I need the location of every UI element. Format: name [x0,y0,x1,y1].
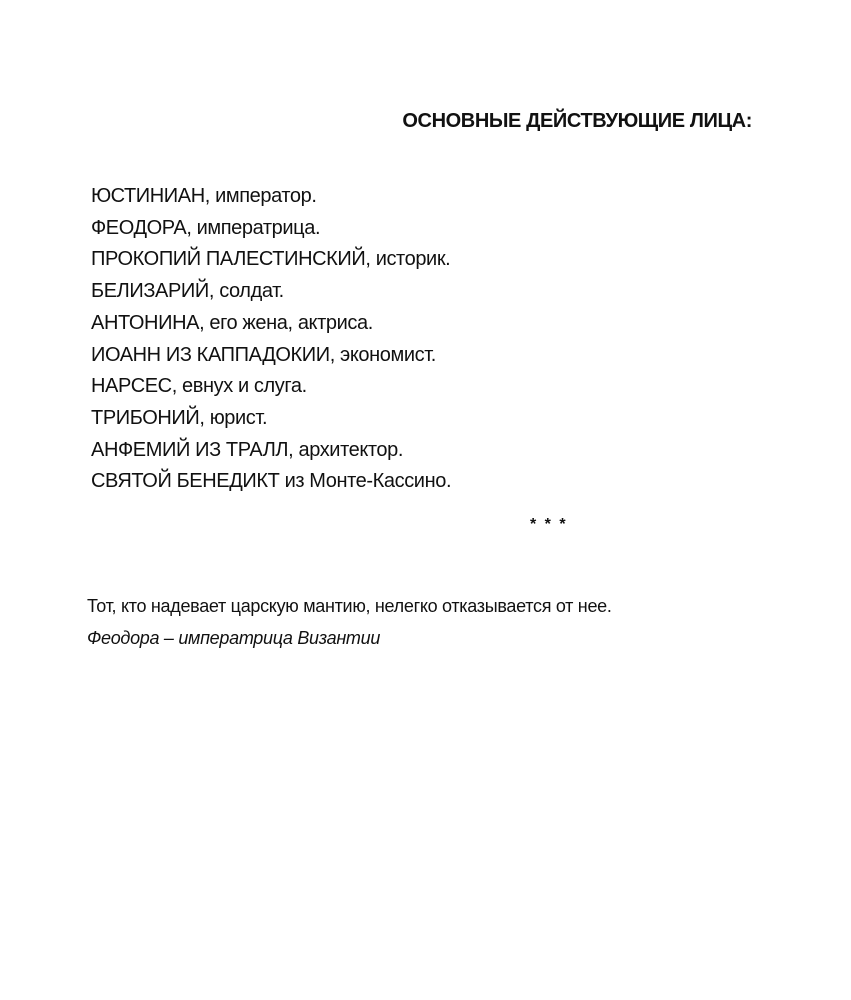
cast-item [91,403,451,435]
cast-name: НАРСЕС [91,375,172,398]
cast-role: , императрица. [186,216,321,239]
cast-item [91,308,451,340]
cast-role: , историк. [365,248,451,271]
cast-name: ИОАНН ИЗ КАППАДОКИИ [91,343,330,366]
cast-role: , его жена, актриса. [199,311,373,334]
cast-name: БЕЛИЗАРИЙ [91,280,209,303]
cast-list [91,181,451,498]
cast-name: АНФЕМИЙ ИЗ ТРАЛЛ [91,438,289,461]
cast-item [91,244,451,276]
cast-item [91,466,451,498]
cast-heading: ОСНОВНЫЕ ДЕЙСТВУЮЩИЕ ЛИЦА: [402,110,752,132]
cast-role: , юрист. [199,406,268,429]
cast-item [91,340,451,372]
cast-item [91,276,451,308]
cast-name: СВЯТОЙ БЕНЕДИКТ [91,470,280,493]
epigraph-author: Феодора – императрица Византии [87,627,381,648]
cast-item [91,181,451,213]
cast-item [91,371,451,403]
cast-role: , евнух и слуга. [171,375,307,398]
cast-role: , архитектор. [288,438,404,461]
cast-name: ФЕОДОРА [91,216,187,239]
cast-item [91,213,451,245]
cast-role: , солдат. [208,280,284,303]
cast-name: ЮСТИНИАН [91,185,205,207]
cast-role: из Монте-Кассино. [279,470,452,493]
cast-name: ПРОКОПИЙ ПАЛЕСТИНСКИЙ [91,248,366,271]
epigraph-quote: Тот, кто надевает царскую мантию, нелегко отказывается от нее. [87,596,612,616]
cast-role: , экономист. [329,343,436,366]
cast-name: ТРИБОНИЙ [91,406,200,429]
section-separator: * * * [530,516,568,533]
cast-role: , император. [204,185,317,207]
epigraph [87,591,692,654]
cast-name: АНТОНИНА [91,311,200,334]
cast-item [91,435,451,467]
